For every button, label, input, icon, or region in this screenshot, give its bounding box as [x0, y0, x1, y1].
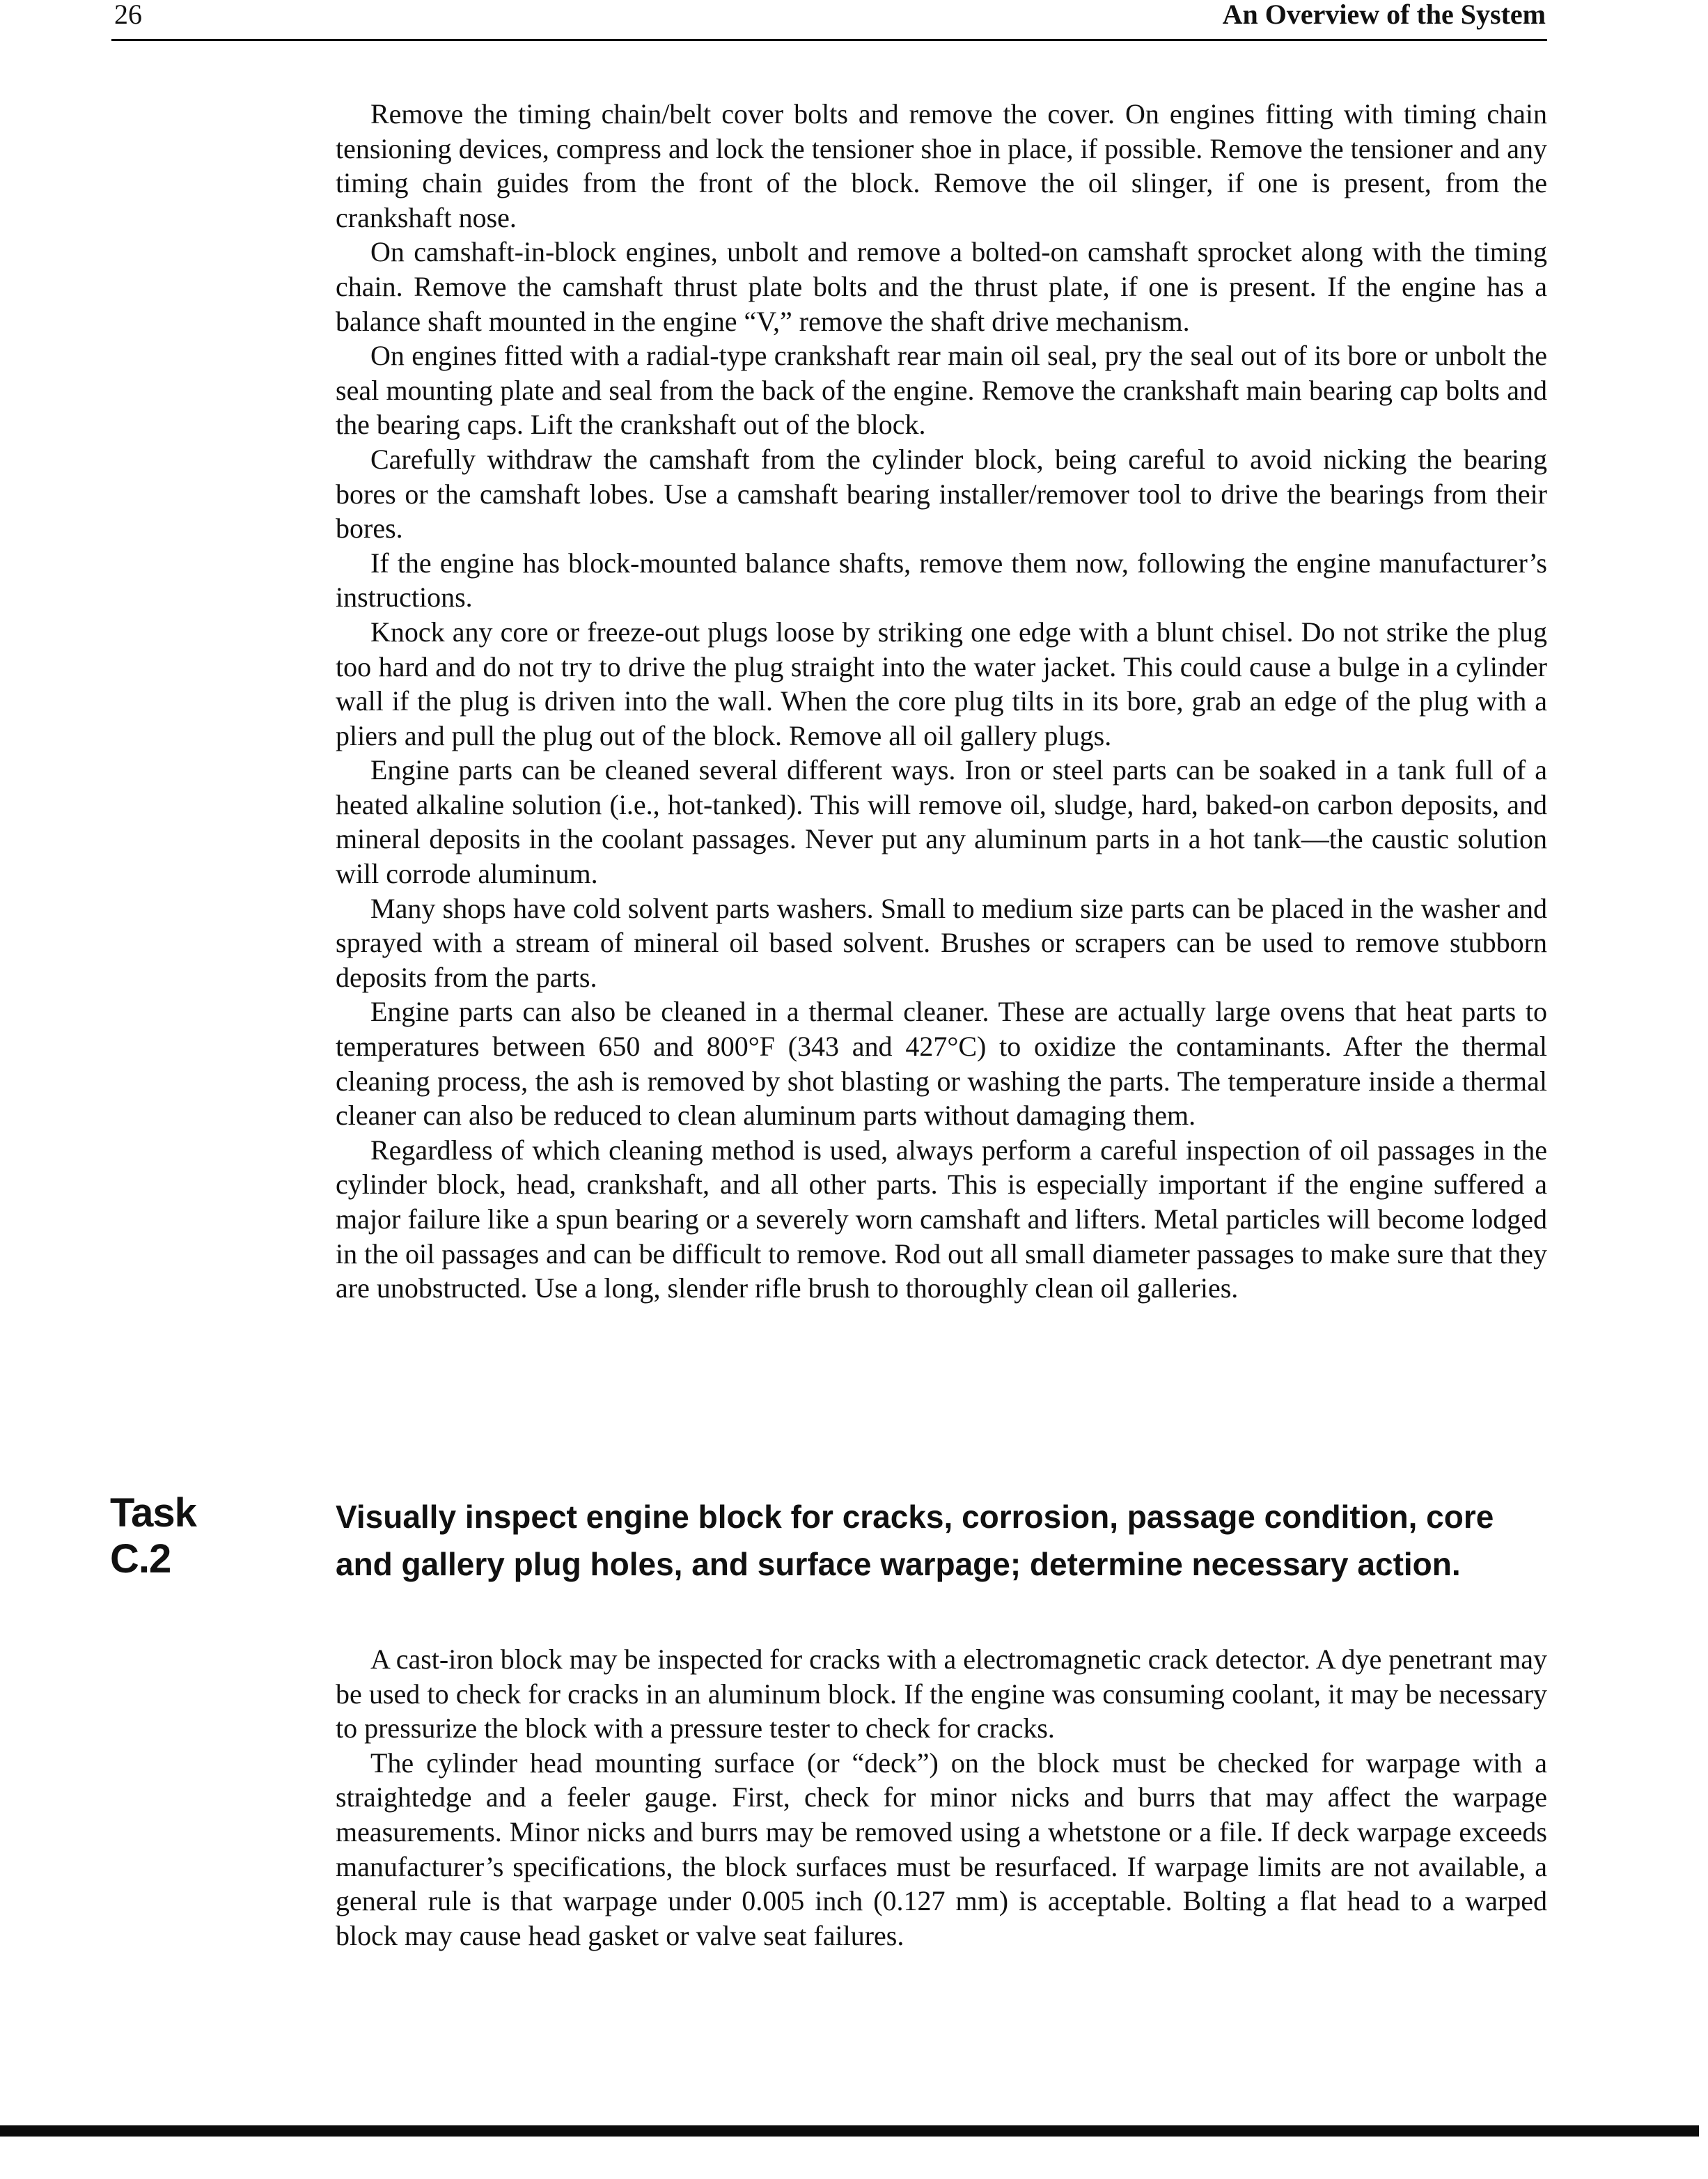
paragraph: Carefully withdraw the camshaft from the cylinder block, being careful to avoid nicking the bearing bores or the camshaft lobes. Use a camshaft bearing installer/remover tool to drive the bearings from their bores.	[336, 443, 1547, 545]
paragraph: A cast-iron block may be inspected for cracks with a electromagnetic crack detector. A dye penetrant may be used to check for cracks in an aluminum block. If the engine was consuming coolant, it may be necessary to pressurize the block with a pressure tester to check for cracks.	[336, 1643, 1547, 1744]
task-label-word: Task	[110, 1490, 196, 1536]
paragraph: Engine parts can also be cleaned in a thermal cleaner. These are actually large ovens that heat parts to temperatures between 650 and 800°F (343 and 427°C) to oxidize the contaminants. After the thermal cleaning process, the ash is removed by shot blasting or washing the parts. The temperature inside a thermal cleaner can also be reduced to clean aluminum parts without damaging them.	[336, 996, 1547, 1132]
paragraph: The cylinder head mounting surface (or “deck”) on the block must be checked for warpage with a straightedge and a feeler gauge. First, check for minor nicks and burrs that may affect the warpage measurements. Minor nicks and burrs may be removed using a whetstone or a file. If deck warpage exceeds manufacturer’s specifications, the block surfaces must be resurfaced. If warpage limits are not available, a general rule is that warpage under 0.005 inch (0.127 mm) is acceptable. Bolting a flat head to a warped block may cause head gasket or valve seat failures.	[336, 1747, 1547, 1951]
paragraph: Knock any core or freeze-out plugs loose by striking one edge with a blunt chisel. Do not strike the plug too hard and do not try to drive the plug straight into the water jacket. This could cause a bulge in a cylinder wall if the plug is driven into the wall. When the core plug tilts in its bore, grab an edge of the plug with a pliers and pull the plug out of the block. Remove all oil gallery plugs.	[336, 616, 1547, 751]
body-text-after-task	[336, 1642, 1547, 1953]
paragraph: Regardless of which cleaning method is used, always perform a careful inspection of oil passages in the cylinder block, head, crankshaft, and all other parts. This is especially important if the engine suffered a major failure like a spun bearing or a severely worn camshaft and lifters. Metal particles will become lodged in the oil passages and can be difficult to remove. Rod out all small diameter passages to make sure that they are unobstructed. Use a long, slender rifle brush to thoroughly clean oil galleries.	[336, 1134, 1547, 1304]
paragraph: Engine parts can be cleaned several different ways. Iron or steel parts can be soaked in a tank full of a heated alkaline solution (i.e., hot-tanked). This will remove oil, sludge, hard, baked-on carbon deposits, and mineral deposits in the coolant passages. Never put any aluminum parts in a hot tank—the caustic solution will corrode aluminum.	[336, 754, 1547, 890]
paragraph: On camshaft-in-block engines, unbolt and remove a bolted-on camshaft sprocket along with the timing chain. Remove the camshaft thrust plate bolts and the thrust plate, if one is present. If the engine has a balance shaft mounted in the engine “V,” remove the shaft drive mechanism.	[336, 236, 1547, 337]
body-text-before-task	[336, 97, 1547, 1306]
page-number: 26	[114, 0, 142, 30]
paragraph: If the engine has block-mounted balance shafts, remove them now, following the engine manufacturer’s instructions.	[336, 547, 1547, 614]
running-head: An Overview of the System	[1222, 0, 1546, 30]
paragraph: Many shops have cold solvent parts washers. Small to medium size parts can be placed in the washer and sprayed with a stream of mineral oil based solvent. Brushes or scrapers can be used to remove stubborn deposits from the parts.	[336, 892, 1547, 993]
header-rule	[111, 39, 1547, 41]
task-heading: Visually inspect engine block for cracks, corrosion, passage condition, core and gallery plug holes, and surface warpage; determine necessary action.	[336, 1499, 1494, 1582]
page-header	[111, 0, 1546, 35]
footer-rule	[0, 2125, 1699, 2137]
paragraph: Remove the timing chain/belt cover bolts and remove the cover. On engines fitting with timing chain tensioning devices, compress and lock the tensioner shoe in place, if possible. Remove the tensioner and any timing chain guides from the front of the block. Remove the oil slinger, if one is present, from the crankshaft nose.	[336, 98, 1547, 233]
paragraph: On engines fitted with a radial-type crankshaft rear main oil seal, pry the seal out of its bore or unbolt the seal mounting plate and seal from the back of the engine. Remove the crankshaft main bearing cap bolts and the bearing caps. Lift the crankshaft out of the block.	[336, 340, 1547, 441]
task-label	[110, 1490, 196, 1582]
task-label-id: C.2	[110, 1536, 171, 1581]
